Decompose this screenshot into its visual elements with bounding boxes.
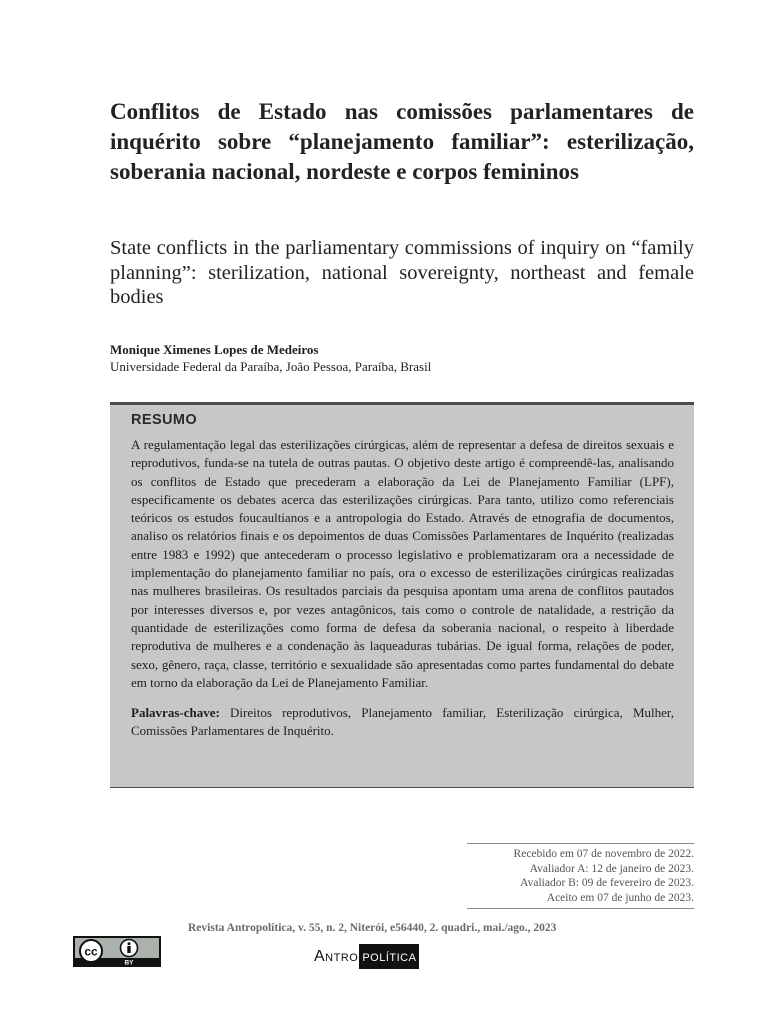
date-accepted: Aceito em 07 de junho de 2023. xyxy=(546,891,694,904)
author-affiliation: Universidade Federal da Paraíba, João Pessoa, Paraíba, Brasil xyxy=(110,359,432,374)
abstract-body: A regulamentação legal das esterilizações cirúrgicas, além de representar a defesa de direitos sexuais e reprodutivos, funda-se na tutela de outras pautas. O objetivo deste artigo é compreendê-las, analisando os conflitos de Estado que precederam a elaboração da Lei de Planejamento Familiar (LPF), especificamente os debates acerca das esterilizações cirúrgicas. Para tanto, utilizo como referenciais teóricos os estudos foucaultianos e a antropologia do Estado. Através de etnografia de documentos, analiso os relatórios finais e os depoimentos de duas Comissões Parlamentares de Inquérito (realizadas entre 1983 e 1992) que antecederam o processo legislativo e problematizaram ora a necessidade de implementação do planejamento familiar no país, ora o excesso de esterilizações cirúrgicas realizadas nas mulheres brasileiras. Os resultados parciais da pesquisa apontam uma arena de conflitos pautados por interesses diversos e, por vezes antagônicos, tais como o controle de natalidade, a restrição da quantidade de esterilizações como forma de defesa da soberania nacional, o respeito à liberdade reprodutiva de mulheres e a condenação às laqueaduras tubárias. De igual forma, relações de poder, sexo, gênero, raça, classe, território e sexualidade são apresentadas como partes fundamental do debate em torno da elaboração da Lei de Planejamento Familiar. xyxy=(131,437,674,690)
author-name: Monique Ximenes Lopes de Medeiros xyxy=(110,342,319,357)
keywords-label: Palavras-chave: xyxy=(131,705,220,721)
keywords-list: Direitos reprodutivos, Planejamento familiar, Esterilização cirúrgica, Mulher, Comissões Parlamentares de Inquérito. xyxy=(131,705,674,739)
date-received: Recebido em 07 de novembro de 2022. xyxy=(513,848,694,860)
attribution-icon xyxy=(121,940,138,957)
abstract-box xyxy=(110,402,694,788)
abstract-heading: RESUMO xyxy=(131,412,198,428)
cc-by-license-badge[interactable] xyxy=(73,936,161,967)
journal-citation: Revista Antropolítica, v. 55, n. 2, Niterói, e56440, 2. quadri., mai./ago., 2023 xyxy=(188,922,557,934)
date-reviewer-b: Avaliador B: 09 de fevereiro de 2023. xyxy=(520,877,694,889)
title-portuguese: Conflitos de Estado nas comissões parlamentares de inquérito sobre “planejamento familiar”: esterilização, soberania nacional, nordeste e corpos femininos xyxy=(110,99,694,184)
keywords xyxy=(131,704,674,741)
svg-text:cc: cc xyxy=(84,944,98,959)
date-reviewer-a: Avaliador A: 12 de janeiro de 2023. xyxy=(529,862,694,875)
license-badge-text: BY xyxy=(124,959,134,966)
creative-commons-icon xyxy=(80,940,102,962)
journal-logo xyxy=(314,944,419,969)
title-english: State conflicts in the parliamentary commissions of inquiry on “family planning”: sterilization, national sovereignty, northeast and female bodies xyxy=(110,237,694,308)
submission-dates xyxy=(467,843,694,909)
journal-logo-part-a: Antro xyxy=(314,948,359,965)
journal-logo-part-b: política xyxy=(359,944,419,969)
